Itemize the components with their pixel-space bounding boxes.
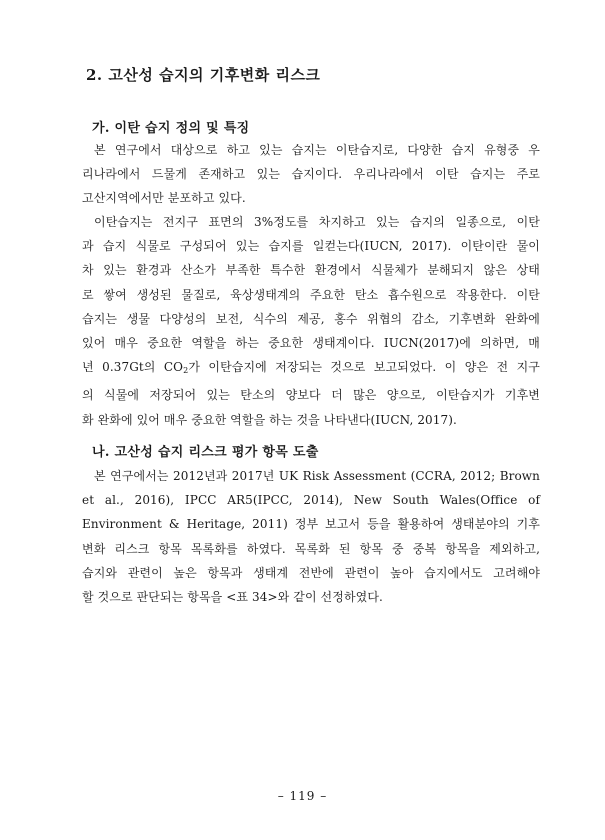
section-title: 2. 고산성 습지의 기후변화 리스크 bbox=[86, 66, 321, 84]
text-line: 습지는 생물 다양성의 보전, 식수의 제공, 홍수 위협의 감소, 기후변화 완화에 bbox=[82, 311, 540, 326]
text-line: 차 있는 환경과 산소가 부족한 특수한 환경에서 식물체가 분해되지 않은 상태 bbox=[82, 263, 540, 278]
text-line: et al., 2016), IPCC AR5(IPCC, 2014), New South Wales(Office of bbox=[82, 493, 540, 508]
text-line: 과 습지 식물로 구성되어 있는 습지를 일컫는다(IUCN, 2017). 이탄이란 물이 bbox=[82, 239, 540, 254]
subsection-a-title: 가. 이탄 습지 정의 및 특징 bbox=[92, 121, 250, 136]
subsection-b-paragraph bbox=[82, 464, 540, 609]
page-number: – 119 – bbox=[277, 789, 328, 803]
text-line: 고산지역에서만 분포하고 있다. bbox=[82, 191, 246, 206]
text-line: 변화 리스크 항목 목록화를 하였다. 목록화 된 항목 중 중복 항목을 제외하고, bbox=[82, 541, 540, 556]
text-line: 있어 매우 중요한 역할을 하는 중요한 생태계이다. IUCN(2017)에 의하면, 매 bbox=[82, 336, 540, 351]
text-line: 의 식물에 저장되어 있는 탄소의 양보다 더 많은 양으로, 이탄습지가 기후변 bbox=[82, 388, 540, 403]
subsection-b-title: 나. 고산성 습지 리스크 평가 항목 도출 bbox=[92, 445, 319, 460]
text-line-co2 bbox=[82, 355, 540, 383]
text-fragment: 년 0.37Gt의 CO bbox=[82, 360, 184, 375]
text-line: 할 것으로 판단되는 항목을 <표 34>와 같이 선정하였다. bbox=[82, 590, 383, 605]
text-line: 본 연구에서는 2012년과 2017년 UK Risk Assessment (CCRA, 2012; Brown bbox=[94, 469, 540, 483]
text-line: 습지와 관련이 높은 항목과 생태계 전반에 관련이 높아 습지에서도 고려해야 bbox=[82, 565, 540, 580]
subscript-2: 2 bbox=[183, 366, 189, 376]
text-fragment: 가 이탄습지에 저장되는 것으로 보고되었다. 이 양은 전 지구 bbox=[188, 360, 540, 375]
subsection-a-paragraph-1 bbox=[82, 138, 540, 211]
subsection-a-paragraph-2 bbox=[82, 210, 540, 432]
text-line: 화 완화에 있어 매우 중요한 역할을 하는 것을 나타낸다(IUCN, 2017). bbox=[82, 412, 457, 427]
text-line: 본 연구에서 대상으로 하고 있는 습지는 이탄습지로, 다양한 습지 유형중 우 bbox=[94, 143, 540, 157]
text-line: Environment & Heritage, 2011) 정부 보고서 등을 활용하여 생태분야의 기후 bbox=[82, 517, 540, 532]
text-line: 리나라에서 드물게 존재하고 있는 습지이다. 우리나라에서 이탄 습지는 주로 bbox=[82, 167, 540, 182]
text-line: 로 쌓여 생성된 물질로, 육상생태계의 주요한 탄소 흡수원으로 작용한다. 이탄 bbox=[82, 287, 540, 302]
text-line: 이탄습지는 전지구 표면의 3%정도를 차지하고 있는 습지의 일종으로, 이탄 bbox=[94, 215, 540, 229]
